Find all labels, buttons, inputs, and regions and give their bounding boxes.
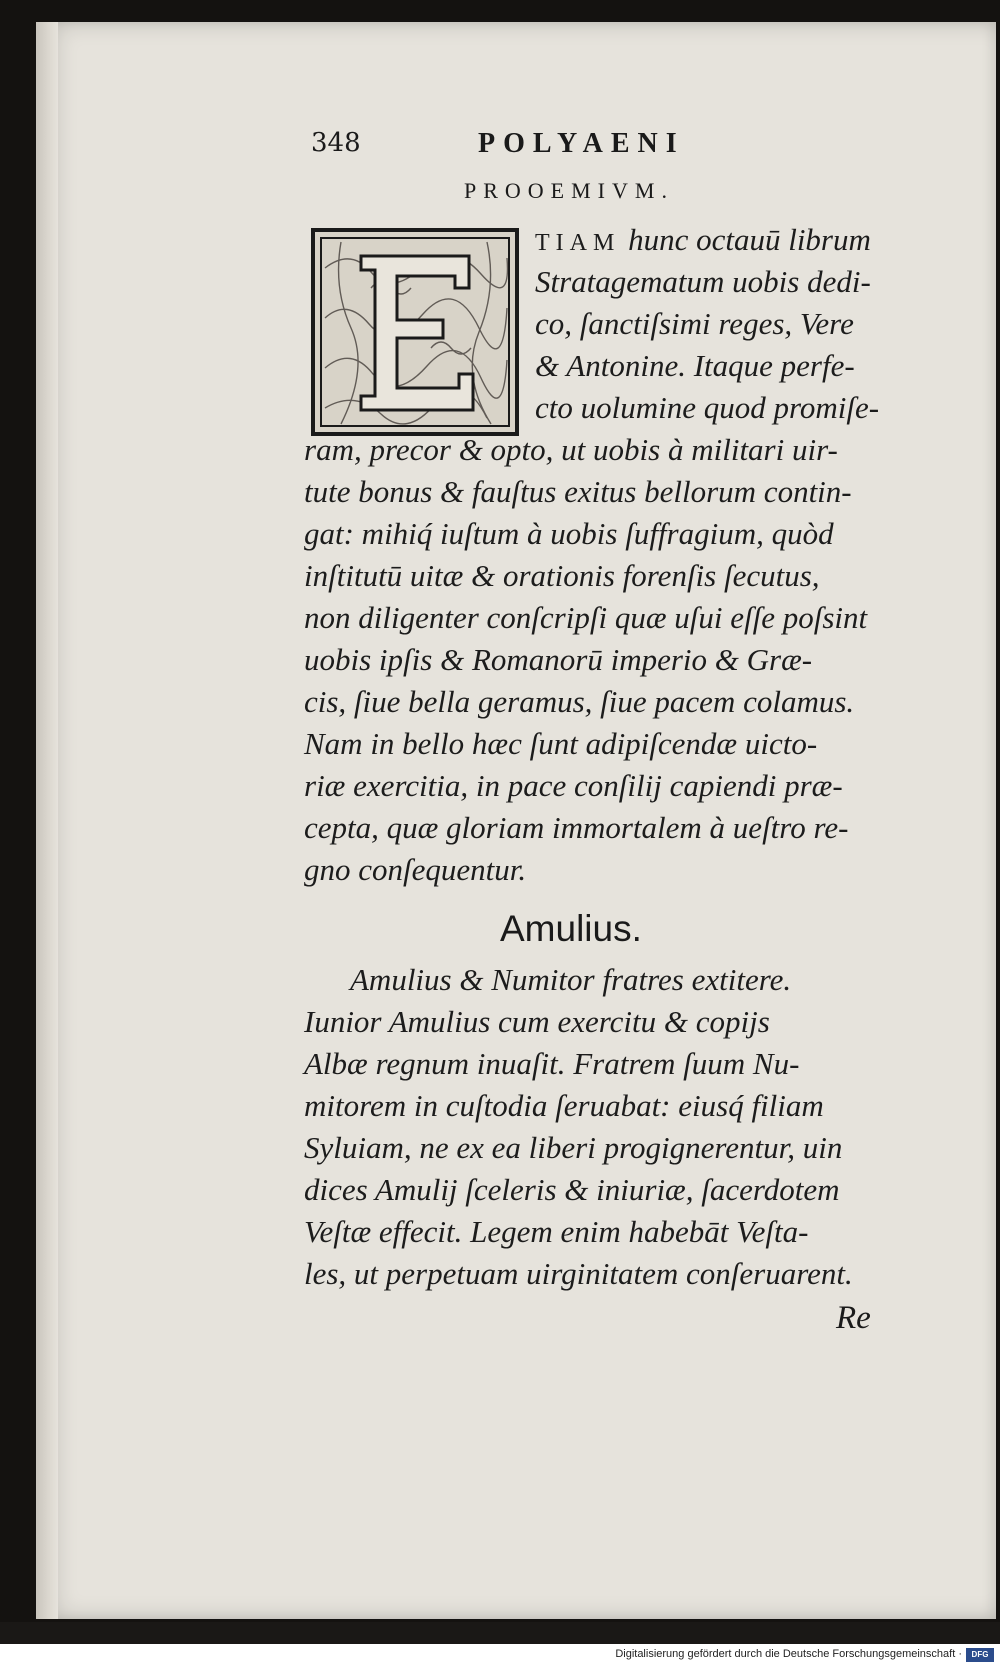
text-line: mitorem in cuſtodia ſeruabat: eiusq́ filiam <box>304 1088 824 1123</box>
running-head: POLYAENI <box>478 128 685 159</box>
text-line: & Antonine. Itaque perfe- <box>535 348 855 383</box>
section-title: PROOEMIVM. <box>464 178 674 203</box>
text-line: non diligenter conſcripſi quæ uſui eſſe poſsint <box>304 600 868 635</box>
scan-footer <box>0 1644 1000 1666</box>
text-line: TIAM hunc octauū librum <box>535 222 871 257</box>
text-line: cis, ſiue bella geramus, ſiue pacem colamus. <box>304 684 855 719</box>
text-line: cto uolumine quod promiſe- <box>535 390 880 425</box>
scan-edge <box>0 1622 1000 1644</box>
lead-caps: TIAM <box>535 230 621 256</box>
dfg-logo: DFG <box>966 1648 994 1662</box>
text-line: Iunior Amulius cum exercitu & copijs <box>304 1004 770 1039</box>
text-line: ram, precor & opto, ut uobis à militari uir- <box>304 432 838 467</box>
chapter-heading: Amulius. <box>500 908 642 949</box>
page-gutter-shadow <box>36 22 58 1619</box>
text-line: gno conſequentur. <box>304 852 527 887</box>
funding-credit: Digitalisierung gefördert durch die Deutsche Forschungsgemeinschaft · <box>615 1648 962 1660</box>
text-line: cepta, quæ gloriam immortalem à ueſtro re- <box>304 810 849 845</box>
decorated-initial <box>311 228 519 436</box>
text-line: co, ſanctiſsimi reges, Vere <box>535 306 854 341</box>
text-line: Stratagematum uobis dedi- <box>535 264 871 299</box>
text-line: inſtitutū uitæ & orationis forenſis ſecutus, <box>304 558 820 593</box>
text-line: riæ exercitia, in pace conſilij capiendi præ- <box>304 768 843 803</box>
text-line: Veſtæ effecit. Legem enim habebāt Veſta- <box>304 1214 809 1249</box>
text-line: Amulius & Numitor fratres extitere. <box>350 962 792 997</box>
text-line: Albæ regnum inuaſit. Fratrem ſuum Nu- <box>304 1046 800 1081</box>
text-line: Nam in bello hæc ſunt adipiſcendæ uicto- <box>304 726 818 761</box>
text-line: dices Amulij ſceleris & iniuriæ, ſacerdotem <box>304 1172 840 1207</box>
text-line: les, ut perpetuam uirginitatem conſeruarent. <box>304 1256 853 1291</box>
catchword: Re <box>836 1300 871 1336</box>
text-line: uobis ipſis & Romanorū imperio & Græ- <box>304 642 813 677</box>
text-line: gat: mihiq́ iuſtum à uobis ſuffragium, quòd <box>304 516 834 551</box>
text-line: tute bonus & fauſtus exitus bellorum contin- <box>304 474 852 509</box>
text-line: Syluiam, ne ex ea liberi progignerentur, uin <box>304 1130 843 1165</box>
page-number: 348 <box>311 128 361 158</box>
